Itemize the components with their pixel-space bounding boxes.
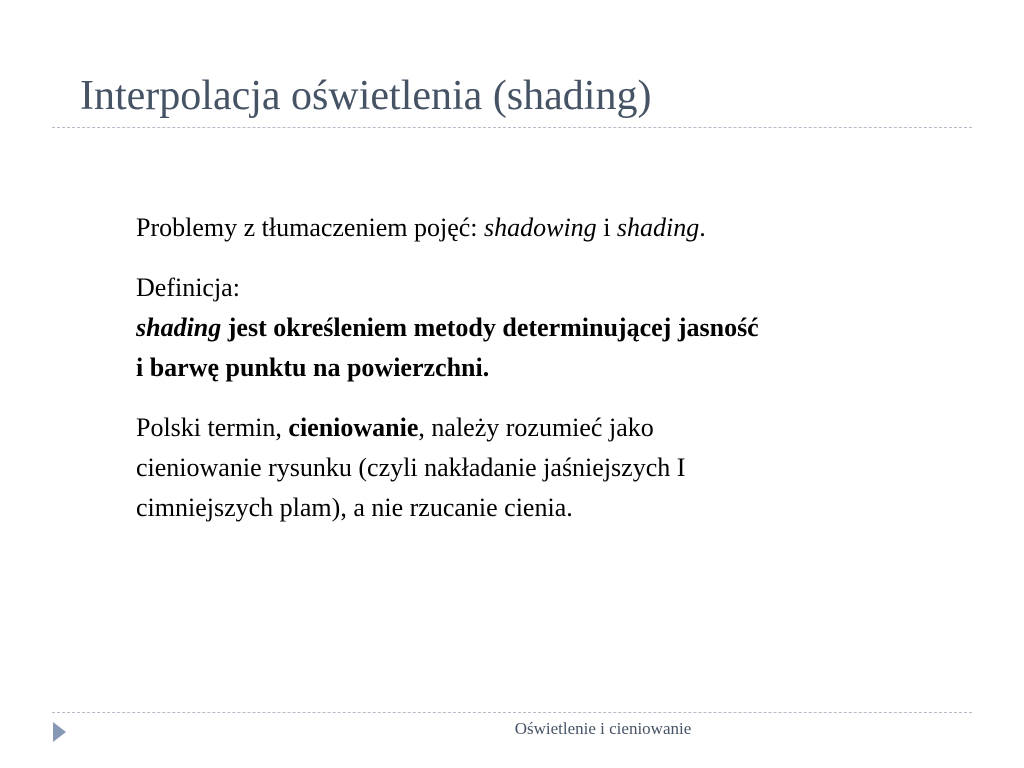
triangle-right-icon (53, 722, 66, 742)
term-shadowing: shadowing (484, 213, 597, 242)
footer-title: Oświetlenie i cieniowanie (514, 719, 692, 738)
problem-conjunction: i (596, 213, 617, 242)
term-shading: shading (616, 213, 700, 242)
definition-term: shading (136, 313, 222, 342)
polish-prefix: Polski termin, (136, 413, 289, 442)
polish-term-block (136, 408, 976, 528)
slide-body (136, 208, 976, 548)
definition-text (136, 313, 759, 382)
problem-prefix: Problemy z tłumaczeniem pojęć: (136, 213, 484, 242)
definition-block (136, 268, 976, 388)
definition-line2: i barwę punktu na powierzchni. (136, 353, 490, 382)
title-divider (52, 127, 972, 128)
problem-statement (136, 208, 976, 248)
polish-line2: cieniowanie rysunku (czyli nakładanie jaśniejszych I (136, 453, 686, 482)
problem-period: . (699, 213, 706, 242)
polish-line1-rest: , należy rozumieć jako (418, 413, 654, 442)
definition-label: Definicja: (136, 273, 240, 302)
polish-term: cieniowanie (288, 413, 419, 442)
slide-title: Interpolacja oświetlenia (shading) (80, 73, 652, 119)
polish-line3: cimniejszych plam), a nie rzucanie cienia. (136, 493, 573, 522)
footer-divider (52, 712, 972, 713)
definition-line1: jest określeniem metody determinującej jasność (221, 313, 759, 342)
